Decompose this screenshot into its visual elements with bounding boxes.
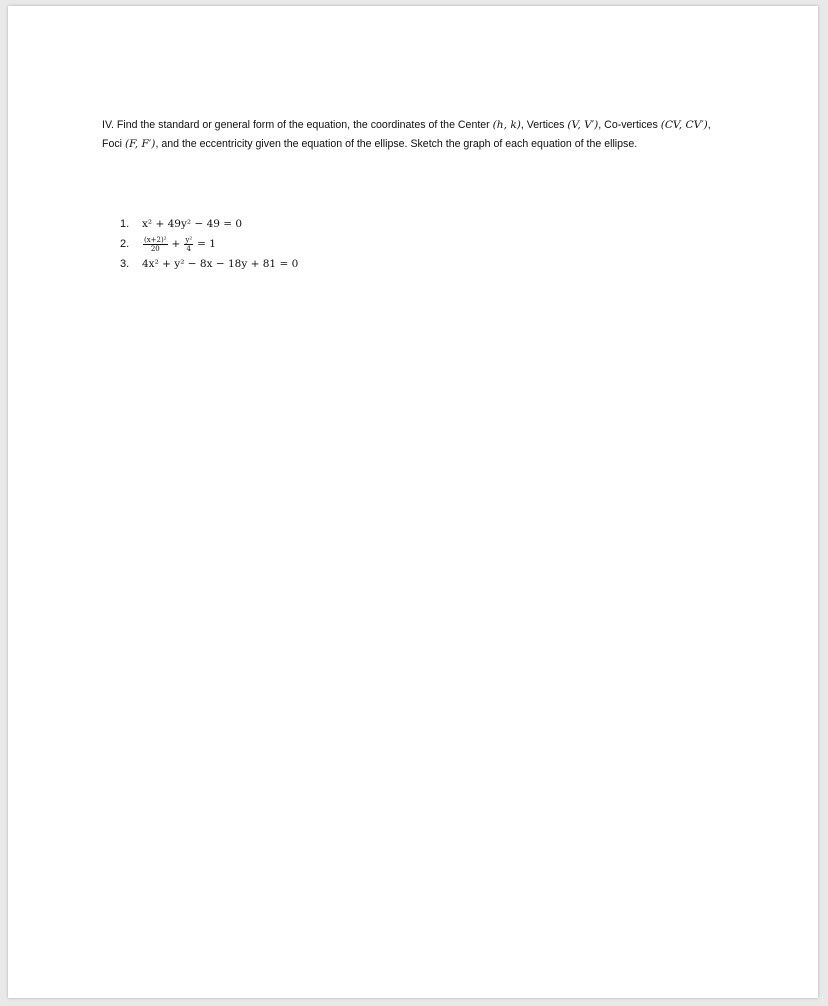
document-page <box>8 6 818 998</box>
instructions-text-1: IV. Find the standard or general form of the equation, the coordinates of the Center <box>102 119 493 131</box>
instructions-paragraph <box>102 116 722 154</box>
center-symbol: (h, k) <box>492 119 521 131</box>
fraction-denominator: 4 <box>186 244 191 253</box>
foci-symbol: (F, F′) <box>124 138 156 150</box>
equation-item-3 <box>120 254 540 274</box>
fraction-numerator: (x+2)² <box>144 235 167 244</box>
equation-number: 1. <box>120 218 130 230</box>
fraction-1 <box>143 236 168 253</box>
covertices-symbol: (CV, CV′) <box>660 119 708 131</box>
instructions-text-4: , Foci <box>102 119 711 150</box>
instructions-text-3: , Co-vertices <box>598 119 661 131</box>
equation-number: 2. <box>120 238 130 250</box>
vertices-symbol: (V, V′) <box>567 119 599 131</box>
equation-rhs: = 1 <box>197 238 216 250</box>
equation-expression: x² + 49y² − 49 = 0 <box>142 218 243 230</box>
equation-item-2 <box>120 234 540 254</box>
fraction-denominator: 20 <box>150 244 160 253</box>
fraction-2 <box>184 236 193 253</box>
instructions-text-2: , Vertices <box>520 119 568 131</box>
equation-expression <box>142 236 219 253</box>
instructions-text-5: , and the eccentricity given the equation of the ellipse. Sketch the graph of each equation of the ellipse. <box>155 138 638 150</box>
fraction-numerator: y² <box>185 235 193 244</box>
equation-number: 3. <box>120 258 130 270</box>
plus-sign: + <box>171 238 181 250</box>
equation-list <box>120 214 540 274</box>
equation-expression: 4x² + y² − 8x − 18y + 81 = 0 <box>142 258 299 270</box>
equation-item-1 <box>120 214 540 234</box>
